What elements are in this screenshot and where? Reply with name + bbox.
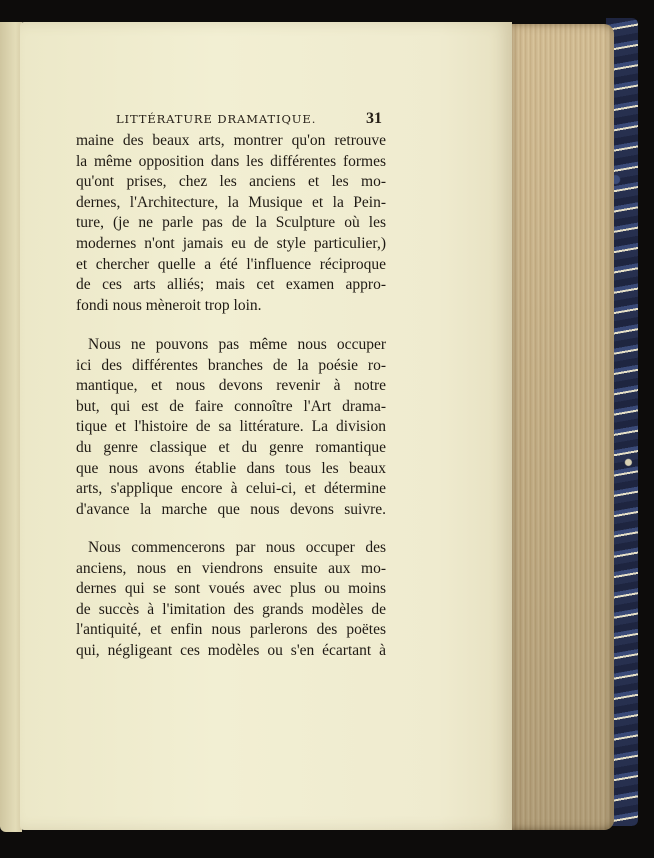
- text-line: qu'ont prises, chez les anciens et les mo-: [76, 173, 386, 191]
- text-line: de ces arts alliés; mais cet examen appro-: [76, 276, 386, 294]
- text-line: maine des beaux arts, montrer qu'on retrouve: [76, 132, 386, 149]
- text-line: dernes qui se sont voués avec plus ou moins: [76, 580, 386, 598]
- text-line: modernes n'ont jamais eu de style particulier,): [76, 234, 386, 252]
- text-line: ici des différentes branches de la poésie ro-: [76, 356, 386, 374]
- text-line: et chercher quelle a été l'influence réciproque: [76, 255, 386, 273]
- text-line: du genre classique et du genre romantique: [76, 438, 386, 456]
- text-line: arts, s'applique encore à celui-ci, et détermine: [76, 480, 386, 498]
- text-line: tique et l'histoire de sa littérature. La division: [76, 418, 386, 436]
- text-line: de succès à l'imitation des grands modèles de: [76, 600, 386, 618]
- previous-page-edge: [0, 22, 22, 832]
- text-line: Nous commencerons par nous occuper des: [88, 539, 386, 556]
- text-line: d'avance la marche que nous devons suivre.: [76, 500, 386, 518]
- text-line: dernes, l'Architecture, la Musique et la Pein-: [76, 193, 386, 211]
- paragraph-1: [76, 131, 386, 316]
- paragraph-2: [76, 335, 386, 520]
- page-edges: [506, 24, 614, 830]
- text-line: ture, (je ne parle pas de la Sculpture où les: [76, 214, 386, 232]
- text-line: fondi nous mèneroit trop loin.: [76, 296, 262, 314]
- text-line: que nous avons établie dans tous les beaux: [76, 459, 386, 477]
- text-line: Nous ne pouvons pas même nous occuper: [88, 336, 386, 353]
- paragraph-3: [76, 538, 386, 662]
- text-line: but, qui est de faire connoître l'Art drama-: [76, 397, 386, 415]
- text-line: anciens, nous en viendrons ensuite aux mo-: [76, 559, 386, 577]
- page-number: 31: [366, 110, 382, 127]
- text-line: mantique, et nous devons revenir à notre: [76, 377, 386, 395]
- text-line: qui, négligeant ces modèles ou s'en écartant à: [76, 641, 386, 659]
- text-line: la même opposition dans les différentes formes: [76, 152, 386, 170]
- text-line: l'antiquité, et enfin nous parlerons des poëtes: [76, 621, 386, 639]
- running-head: LITTÉRATURE DRAMATIQUE.: [116, 112, 317, 126]
